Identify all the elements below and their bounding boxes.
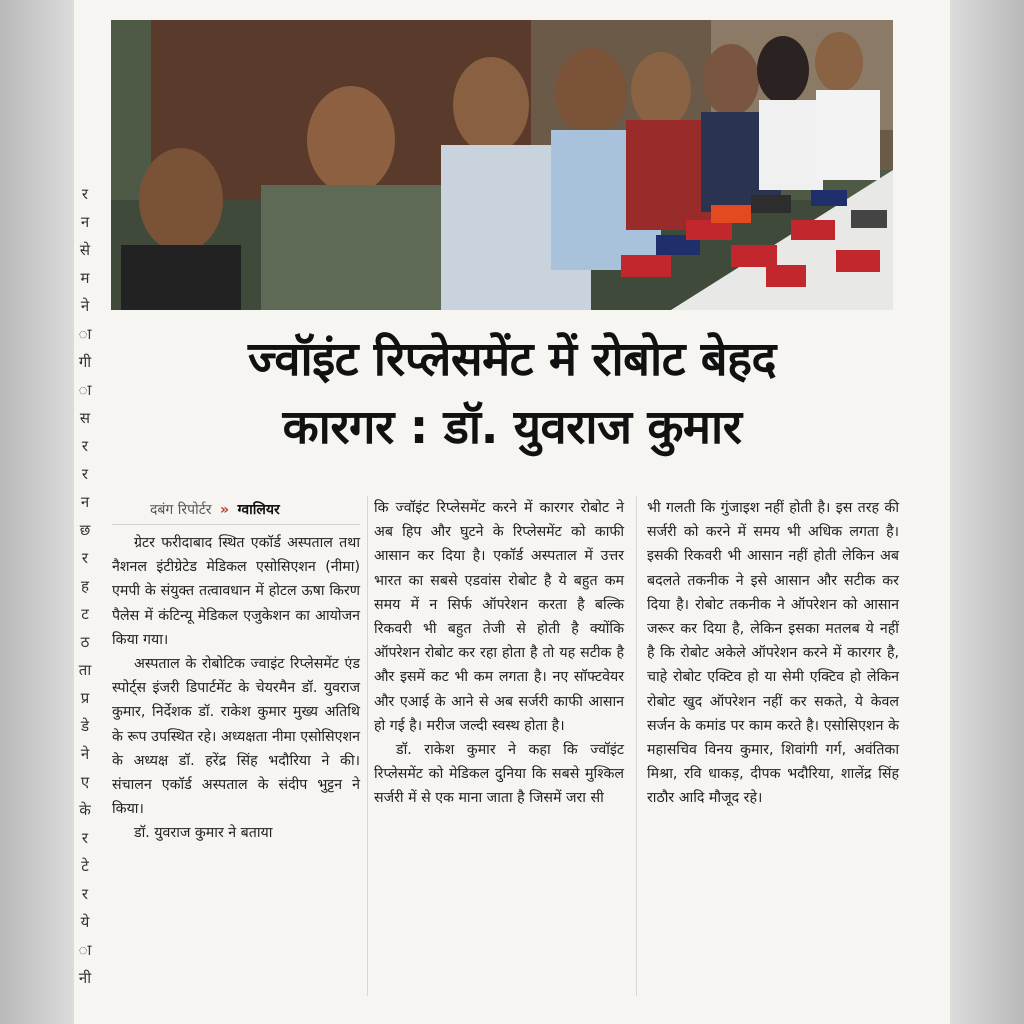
edge-glyph: र [81,885,89,903]
edge-glyph: र [81,437,89,455]
paragraph: अस्पताल के रोबोटिक ज्वाइंट रिप्लेसमेंट एंड स्पोर्ट्स इंजरी डिपार्टमेंट के चेयरमैन डॉ. युवराज कुमार, निर्देशक डॉ. राकेश कुमार मुख्य अतिथि के रूप उपस्थित रहे। अध्यक्षता नीमा एसोसिएशन के अध्यक्ष डॉ. हरेंद्र सिंह भदौरिया ने की। संचालन एकॉर्ड अस्पताल के संदीप भुट्टन ने किया। [112,656,360,818]
edge-glyph: म [80,269,90,287]
paragraph: भी गलती कि गुंजाइश नहीं होती है। इस तरह की सर्जरी को करने में समय भी अधिक लगता है। इसकी रिकवरी भी आसान नहीं होती लेकिन अब बदलते तकनीक ने इसे आसान और सटीक कर दिया है। रोबोट तकनीक ने ऑपरेशन को आसान जरूर कर दिया है, लेकिन इसका मतलब ये नहीं है कि रोबोट अकेले ऑपरेशन करने में कारगर है, चाहे रोबोट एक्टिव हो या सेमी एक्टिव हो लेकिन रोबोट खुद ऑपरेशन नहीं कर सकते, ये केवल सर्जन के कमांड पर काम करते है। एसोसिएशन के महासचिव विनय कुमार, शिवांगी गर्ग, अवंतिका मिश्रा, रवि धाकड़, दीपक भदौरिया, शालेंद्र सिंह राठौर आदि मौजूद रहे। [647,500,899,807]
edge-glyph: न [80,213,90,231]
newspaper-page [74,0,950,1024]
byline-separator: » [219,502,229,518]
article-column-1 [112,496,360,846]
edge-glyph: प्र [80,689,90,707]
edge-glyph: से [79,241,91,259]
edge-glyph: छ [79,521,91,539]
paragraph: ग्रेटर फरीदाबाद स्थित एकॉर्ड अस्पताल तथा नैशनल इंटीग्रेटेड मेडिकल एसोसिएशन (नीमा) एमपी के संयुक्त तत्वावधान में होटल ऊषा किरण पैलेस में कंटिन्यू मेडिकल एजुकेशन का आयोजन किया गया। [112,535,360,648]
adjacent-column-edge-text [74,180,96,1000]
background-blur-left [0,0,74,1024]
paragraph: कि ज्वॉइंट रिप्लेसमेंट करने में कारगर रोबोट ने अब हिप और घुटने के रिप्लेसमेंट को काफी आसान कर दिया है। एकॉर्ड अस्पताल में उत्तर भारत का सबसे एडवांस रोबोट है ये बहुत कम समय में न सिर्फ ऑपरेशन करता है बल्कि रिकवरी भी बहुत तेजी से होती है क्योंकि ऑपरेशन रोबोट कर रहा होता है तो यह सटीक है और इसमें कट भी कम लगता है। नए सॉफ्टवेयर और एआई के आने से अब सर्जरी काफी आसान हो गई है। मरीज जल्दी स्वस्थ होता है। [374,500,624,734]
edge-glyph: ा [78,941,92,959]
byline-reporter: दबंग रिपोर्टर [150,502,212,518]
paragraph: डॉ. राकेश कुमार ने कहा कि ज्वॉइंट रिप्लेसमेंट को मेडिकल दुनिया कि सबसे मुश्किल सर्जरी में से एक माना जाता है जिसमें जरा सी [374,742,624,807]
edge-glyph: टे [81,857,89,875]
column-divider [367,496,368,996]
article-column-3 [647,496,899,811]
background-blur-right [950,0,1024,1024]
edge-glyph: ने [80,745,90,763]
press-conference-illustration [111,20,893,310]
edge-glyph: ने [80,297,90,315]
headline [94,326,930,462]
edge-glyph: र [81,829,89,847]
edge-glyph: डे [80,717,90,735]
edge-glyph: न [80,493,90,511]
edge-glyph: र [81,549,89,567]
edge-glyph: गी [78,353,92,371]
edge-glyph: ठ [80,633,90,651]
edge-glyph: ा [78,325,92,343]
byline [112,496,360,525]
headline-line-1: ज्वॉइंट रिप्लेसमेंट में रोबोट बेहद [247,332,776,387]
edge-glyph: नी [78,969,92,987]
edge-glyph: ए [80,773,90,791]
column-divider [636,496,637,996]
edge-glyph: ा [78,381,92,399]
edge-glyph: के [79,801,91,819]
article-column-2 [374,496,624,811]
press-conference-photo [111,20,893,310]
edge-glyph: ता [78,661,92,679]
edge-glyph: र [81,185,89,203]
byline-city: ग्वालियर [237,502,280,518]
edge-glyph: ये [80,913,90,931]
edge-glyph: ट [81,605,89,623]
paragraph: डॉ. युवराज कुमार ने बताया [134,825,273,842]
edge-glyph: स [79,409,91,427]
edge-glyph: र [81,465,89,483]
headline-line-2: कारगर : डॉ. युवराज कुमार [282,400,742,455]
edge-glyph: ह [81,577,89,595]
